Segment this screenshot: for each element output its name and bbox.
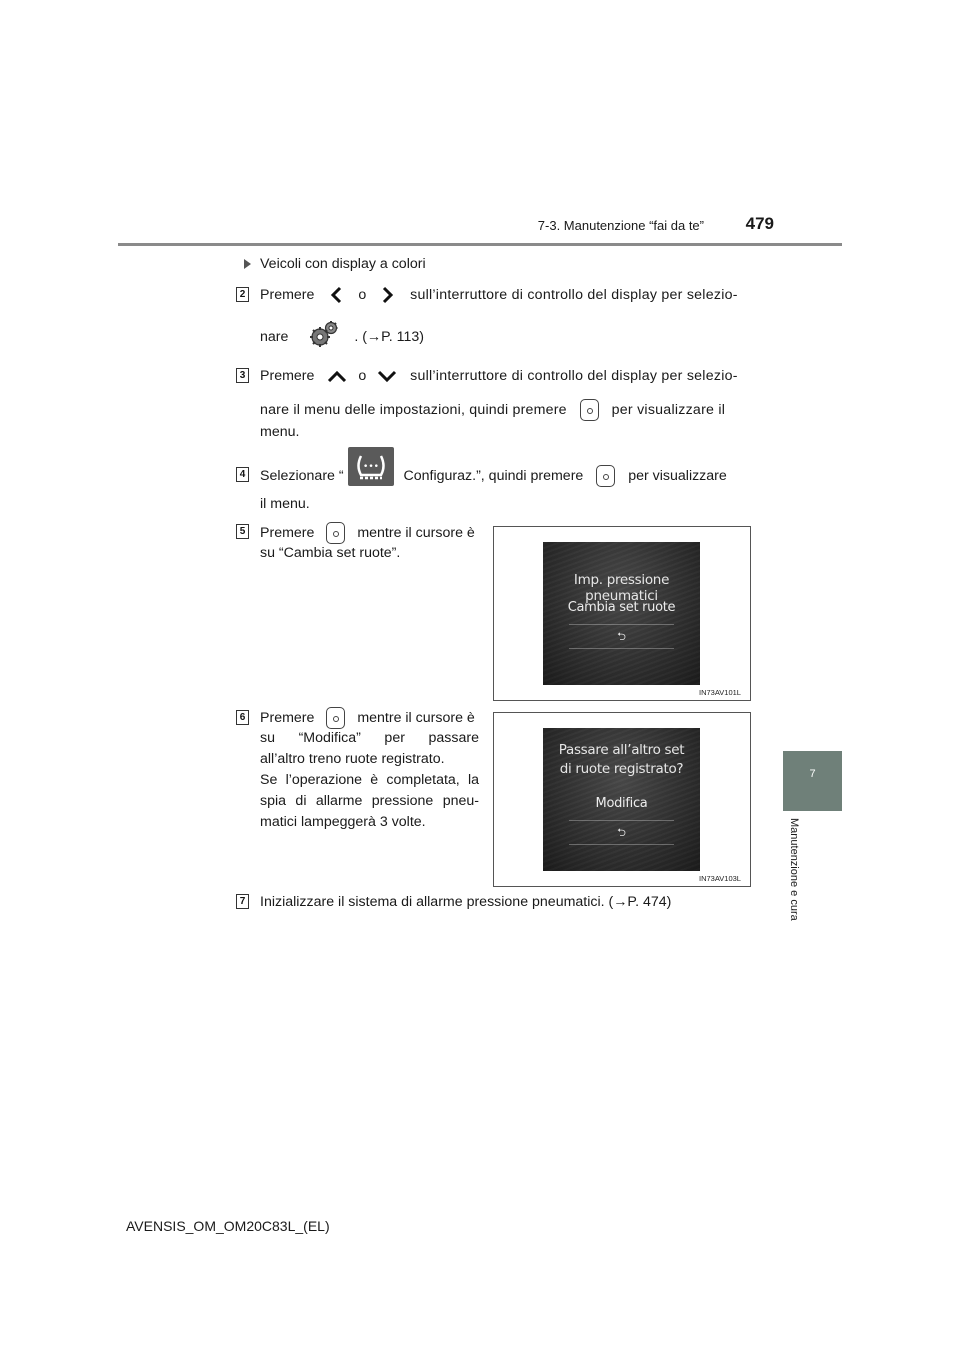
- display-screen-2: [543, 728, 700, 871]
- step-4-text-c: per visualizzare: [628, 467, 727, 484]
- step-5-line-2: su “Cambia set ruote”.: [260, 545, 401, 561]
- page-number: 479: [745, 214, 774, 233]
- step-number-3: 3: [236, 368, 249, 383]
- chapter-number: 7: [809, 768, 816, 780]
- screen-menu-item: Cambia set ruote: [567, 600, 676, 615]
- screen-question-line-1: Passare all’altro set: [558, 742, 685, 758]
- step-2-or: o: [358, 287, 367, 303]
- ok-button-icon-2: [596, 465, 615, 487]
- step-4-line-2: il menu.: [260, 496, 310, 512]
- step-4-text-a: Selezionare “: [260, 467, 344, 484]
- step-4-line-1: [260, 461, 744, 487]
- chapter-tab: [783, 751, 842, 811]
- footer-document-code: AVENSIS_OM_OM20C83L_(EL): [126, 1218, 330, 1234]
- screen-divider-2: [569, 648, 674, 649]
- step-4-text-b: Configuraz.”, quindi premere: [403, 467, 584, 484]
- step-2-text-a: Premere: [260, 287, 315, 303]
- header-section-title: 7-3. Manutenzione “fai da te”: [537, 218, 704, 233]
- tire-pressure-warning-icon: [348, 447, 394, 486]
- bullet-triangle-icon: [244, 259, 251, 269]
- svg-text:•••: •••: [362, 461, 379, 472]
- figure-code-2: IN73AV103L: [699, 874, 741, 883]
- step-number-4: 4: [236, 467, 249, 482]
- figure-tire-pressure-menu: [493, 526, 751, 701]
- step-5-text-b: mentre il cursore è: [357, 524, 475, 541]
- step-5-line-1: [260, 522, 479, 544]
- step-6-line-5: spia di allarme pressione pneu-: [260, 793, 479, 809]
- chevron-right-icon: [376, 285, 398, 305]
- chapter-label-vertical: [786, 818, 800, 940]
- step-7-line-1: Inizializzare il sistema di allarme pressione pneumatici. (→P. 474): [260, 894, 672, 910]
- ok-button-icon-4: [326, 707, 345, 729]
- step-6-line-6: matici lampeggerà 3 volte.: [260, 814, 426, 830]
- screen-divider-4: [569, 844, 674, 845]
- display-screen: [543, 542, 700, 685]
- step-2-line-2: [260, 325, 424, 349]
- screen-question-line-2: di ruote registrato?: [559, 761, 684, 777]
- step-3-text-a: Premere: [260, 368, 315, 384]
- header-rule: [118, 243, 842, 246]
- chevron-down-icon: [376, 368, 398, 384]
- screen-divider-3: [569, 820, 674, 821]
- back-icon: ⮌: [617, 631, 626, 643]
- step-3-text-d: per visualizzare il: [611, 401, 726, 418]
- step-6-text-b: mentre il cursore è: [357, 709, 475, 726]
- step-3-or: o: [358, 368, 367, 384]
- figure-switch-wheel-set: [493, 712, 751, 887]
- step-3-line-2: [260, 399, 744, 421]
- step-number-6: 6: [236, 710, 249, 725]
- figure-code: IN73AV101L: [699, 688, 741, 697]
- screen-title: Imp. pressione pneumatici: [573, 572, 670, 604]
- step-3-line-1: [260, 366, 744, 387]
- screen-divider: [569, 624, 674, 625]
- ok-button-icon: [580, 399, 599, 421]
- chapter-label: Manutenzione e cura: [788, 818, 800, 921]
- settings-gears-icon: [306, 319, 342, 349]
- step-6-line-2: su “Modifica” per passare: [260, 730, 479, 746]
- step-5-text-a: Premere: [260, 524, 315, 541]
- step-6-line-1: [260, 707, 479, 729]
- step-2-text-d: . (→P. 113): [354, 328, 424, 345]
- back-icon-2: ⮌: [617, 827, 626, 839]
- step-3-line-3: menu.: [260, 424, 300, 440]
- step-number-7: 7: [236, 894, 249, 909]
- screen-modify-item: Modifica: [595, 796, 648, 811]
- step-6-line-3: all’altro treno ruote registrato.: [260, 751, 445, 767]
- step-2-text-b: sull’interruttore di controllo del display per selezio-: [410, 287, 738, 303]
- chevron-left-icon: [326, 285, 348, 305]
- intro-label: Veicoli con display a colori: [260, 256, 426, 272]
- step-2-text-c: nare: [260, 328, 289, 345]
- step-6-text-a: Premere: [260, 709, 315, 726]
- ok-button-icon-3: [326, 522, 345, 544]
- step-number-5: 5: [236, 524, 249, 539]
- step-6-line-4: Se l’operazione è completata, la: [260, 772, 479, 788]
- step-3-text-c: nare il menu delle impostazioni, quindi premere: [260, 401, 567, 418]
- step-2-line-1: [260, 285, 744, 306]
- step-number-2: 2: [236, 287, 249, 302]
- chevron-up-icon: [326, 368, 348, 384]
- step-3-text-b: sull’interruttore di controllo del display per selezio-: [410, 368, 738, 384]
